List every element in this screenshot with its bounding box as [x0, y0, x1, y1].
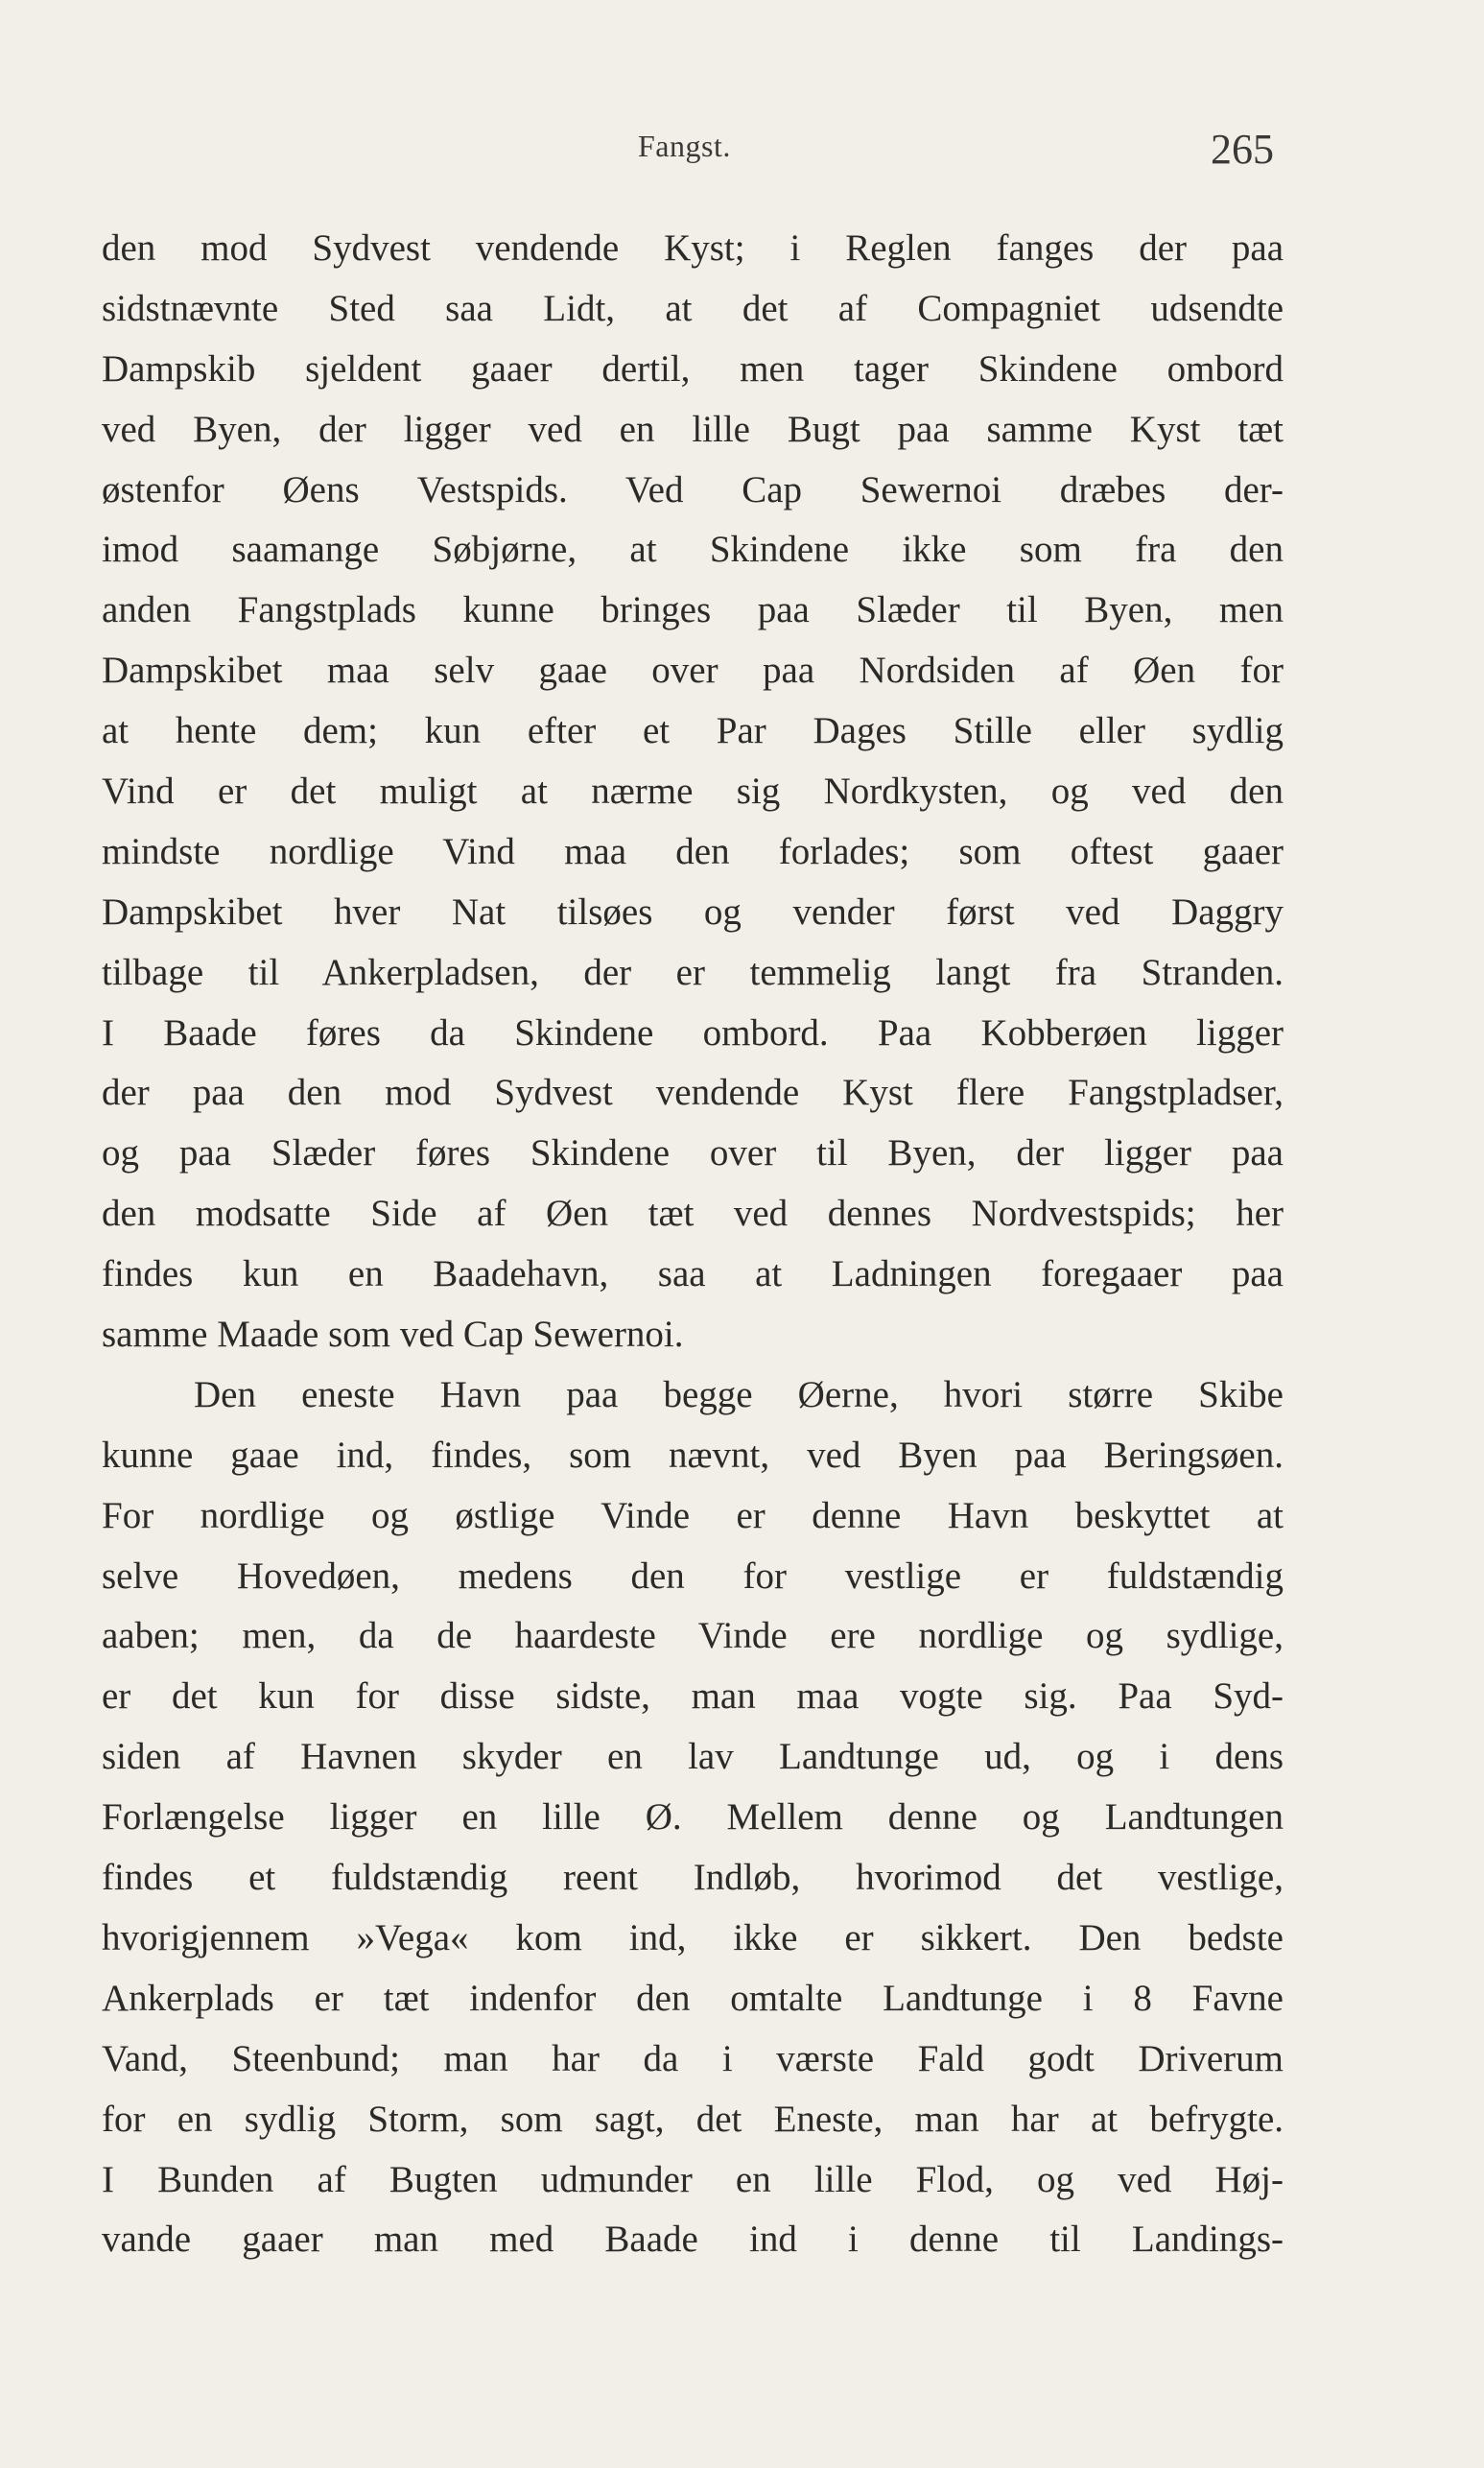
text-line: hvorigjennem »Vega« kom ind, ikke er sikkert. Den bedste [102, 1916, 1284, 1958]
text-line: østenfor Øens Vestspids. Ved Cap Sewernoi dræbes der- [102, 468, 1284, 510]
text-line: og paa Slæder føres Skindene over til Byen, der ligger paa [102, 1132, 1284, 1175]
text-line: er det kun for disse sidste, man maa vogte sig. Paa Syd- [102, 1675, 1284, 1718]
text-line: imod saamange Søbjørne, at Skindene ikke som fra den [102, 529, 1284, 571]
text-line: den mod Sydvest vendende Kyst; i Reglen fanges der paa [102, 227, 1284, 269]
text-line: sidstnævnte Sted saa Lidt, at det af Compagniet udsendte [102, 287, 1284, 329]
text-line: vande gaaer man med Baade ind i denne til Landings- [102, 2219, 1284, 2261]
text-line: Dampskibet hver Nat tilsøes og vender først ved Daggry [102, 890, 1284, 933]
text-line: den modsatte Side af Øen tæt ved dennes Nordvestspids; her [102, 1193, 1284, 1235]
text-line: for en sydlig Storm, som sagt, det Eneste, man har at befrygte. [102, 2098, 1284, 2140]
text-line: mindste nordlige Vind maa den forlades; som oftest gaaer [102, 830, 1284, 872]
text-line: aaben; men, da de haardeste Vinde ere nordlige og sydlige, [102, 1615, 1284, 1657]
text-line: Dampskibet maa selv gaae over paa Nordsiden af Øen for [102, 650, 1284, 692]
text-line: Vind er det muligt at nærme sig Nordkysten, og ved den [102, 771, 1284, 813]
paragraph-1 [102, 219, 1284, 1365]
page-number: 265 [1211, 126, 1274, 173]
text-line: kunne gaae ind, findes, som nævnt, ved Byen paa Beringsøen. [102, 1434, 1284, 1476]
text-line: samme Maade som ved Cap Sewernoi. [102, 1314, 684, 1356]
text-line: at hente dem; kun efter et Par Dages Stille eller sydlig [102, 710, 1284, 752]
paragraph-2 [102, 1365, 1284, 2270]
body-text [102, 219, 1284, 2270]
text-line: Dampskib sjeldent gaaer dertil, men tager Skindene ombord [102, 347, 1284, 390]
text-line: selve Hovedøen, medens den for vestlige er fuldstændig [102, 1554, 1284, 1597]
text-line: I Baade føres da Skindene ombord. Paa Kobberøen ligger [102, 1011, 1284, 1054]
text-line: anden Fangstplads kunne bringes paa Slæder til Byen, men [102, 589, 1284, 631]
text-line: findes et fuldstændig reent Indløb, hvorimod det vestlige, [102, 1857, 1284, 1899]
running-head: Fangst. [638, 129, 731, 163]
text-line: Den eneste Havn paa begge Øerne, hvori større Skibe [194, 1373, 1284, 1415]
text-line: Vand, Steenbund; man har da i værste Fald godt Driverum [102, 2037, 1284, 2079]
text-line: Forlængelse ligger en lille Ø. Mellem denne og Landtungen [102, 1796, 1284, 1839]
text-line: ved Byen, der ligger ved en lille Bugt paa samme Kyst tæt [102, 408, 1284, 450]
text-line: I Bunden af Bugten udmunder en lille Flod, og ved Høj- [102, 2158, 1284, 2200]
text-line: der paa den mod Sydvest vendende Kyst flere Fangstpladser, [102, 1072, 1284, 1114]
text-line: tilbage til Ankerpladsen, der er temmelig langt fra Stranden. [102, 951, 1284, 993]
text-line: siden af Havnen skyder en lav Landtunge ud, og i dens [102, 1736, 1284, 1778]
text-line: Ankerplads er tæt indenfor den omtalte Landtunge i 8 Favne [102, 1977, 1284, 2019]
text-line: findes kun en Baadehavn, saa at Ladningen foregaaer paa [102, 1253, 1284, 1295]
text-line: For nordlige og østlige Vinde er denne Havn beskyttet at [102, 1494, 1284, 1536]
